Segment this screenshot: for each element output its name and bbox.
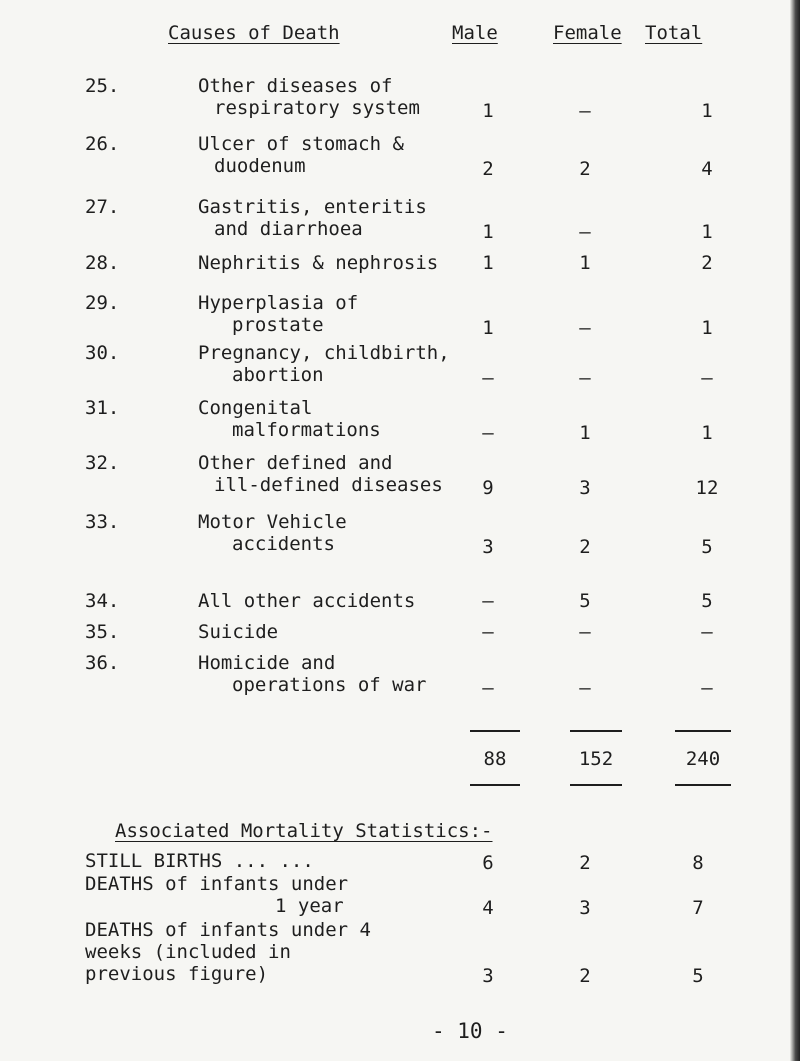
cause-label: Other diseases of [198, 75, 393, 97]
associated-female-count: 2 [579, 965, 591, 987]
total-count: 4 [701, 158, 713, 180]
cause-label-continued: and diarrhoea [214, 218, 363, 240]
cause-label: Gastritis, enteritis [198, 196, 427, 218]
cause-label-continued: respiratory system [214, 97, 420, 119]
row-number: 25. [85, 75, 120, 97]
header-causes: Causes of Death [168, 22, 340, 44]
male-count: – [482, 621, 494, 643]
female-count: 2 [579, 536, 591, 558]
associated-total-count: 5 [692, 965, 704, 987]
row-number: 34. [85, 590, 120, 612]
associated-label: STILL BIRTHS ... ... [85, 850, 314, 872]
cause-label: Pregnancy, childbirth, [198, 342, 450, 364]
female-count: 3 [579, 477, 591, 499]
female-count: – [579, 621, 591, 643]
total-count: 1 [701, 317, 713, 339]
totals-rule-top-total [675, 730, 731, 732]
female-count: – [579, 221, 591, 243]
row-number: 26. [85, 133, 120, 155]
total-count: – [701, 621, 713, 643]
female-count: – [579, 317, 591, 339]
cause-label-continued: duodenum [214, 155, 306, 177]
female-count: 1 [579, 252, 591, 274]
total-count: 1 [701, 422, 713, 444]
associated-total-count: 7 [692, 897, 704, 919]
male-count: 1 [482, 252, 494, 274]
page-number: - 10 - [432, 1019, 508, 1043]
associated-label: DEATHS of infants under [85, 873, 349, 895]
associated-male-count: 4 [482, 897, 494, 919]
row-number: 28. [85, 252, 120, 274]
associated-male-count: 6 [482, 852, 494, 874]
cause-label-continued: malformations [232, 419, 381, 441]
male-count: 1 [482, 221, 494, 243]
page-edge-shadow [790, 0, 800, 1061]
cause-label-continued: accidents [232, 533, 335, 555]
totals-rule-top-female [570, 730, 622, 732]
row-number: 33. [85, 511, 120, 533]
header-total: Total [645, 22, 703, 44]
male-count: – [482, 422, 494, 444]
male-count: 1 [482, 100, 494, 122]
associated-label: DEATHS of infants under 4 [85, 919, 371, 941]
total-count: 2 [701, 252, 713, 274]
associated-label: 1 year [275, 895, 344, 917]
row-number: 32. [85, 452, 120, 474]
female-count: 5 [579, 590, 591, 612]
total-count: – [701, 367, 713, 389]
cause-label: All other accidents [198, 590, 416, 612]
row-number: 30. [85, 342, 120, 364]
associated-female-count: 2 [579, 852, 591, 874]
male-count: 2 [482, 158, 494, 180]
header-female: Female [553, 22, 622, 44]
male-count: – [482, 590, 494, 612]
totals-rule-top-male [470, 730, 520, 732]
female-count: – [579, 367, 591, 389]
associated-title: Associated Mortality Statistics:- [115, 820, 493, 842]
cause-label-continued: operations of war [232, 674, 427, 696]
male-count: – [482, 367, 494, 389]
total-female: 152 [578, 748, 614, 770]
total-male: 88 [483, 748, 507, 770]
female-count: 2 [579, 158, 591, 180]
total-count: – [701, 677, 713, 699]
cause-label: Homicide and [198, 652, 336, 674]
cause-label-continued: abortion [232, 364, 324, 386]
total-count: 5 [701, 590, 713, 612]
totals-rule-bottom-female [570, 784, 622, 786]
associated-total-count: 8 [692, 852, 704, 874]
cause-label: Other defined and [198, 452, 393, 474]
total-count: 5 [701, 536, 713, 558]
cause-label: Ulcer of stomach & [198, 133, 404, 155]
totals-rule-bottom-male [470, 784, 520, 786]
associated-male-count: 3 [482, 965, 494, 987]
associated-label: weeks (included in [85, 941, 291, 963]
cause-label: Hyperplasia of [198, 292, 359, 314]
cause-label: Suicide [198, 621, 279, 643]
row-number: 29. [85, 292, 120, 314]
female-count: 1 [579, 422, 591, 444]
cause-label-continued: prostate [232, 314, 324, 336]
cause-label: Nephritis & nephrosis [198, 252, 439, 274]
associated-female-count: 3 [579, 897, 591, 919]
cause-label: Congenital [198, 397, 313, 419]
total-count: 1 [701, 221, 713, 243]
female-count: – [579, 100, 591, 122]
male-count: 1 [482, 317, 494, 339]
row-number: 36. [85, 652, 120, 674]
total-count: 1 [701, 100, 713, 122]
female-count: – [579, 677, 591, 699]
total-total: 240 [685, 748, 721, 770]
associated-label: previous figure) [85, 963, 269, 985]
totals-rule-bottom-total [675, 784, 731, 786]
row-number: 31. [85, 397, 120, 419]
total-count: 12 [695, 477, 719, 499]
male-count: – [482, 677, 494, 699]
header-male: Male [452, 22, 498, 44]
cause-label: Motor Vehicle [198, 511, 347, 533]
male-count: 3 [482, 536, 494, 558]
row-number: 27. [85, 196, 120, 218]
row-number: 35. [85, 621, 120, 643]
cause-label-continued: ill-defined diseases [214, 474, 443, 496]
male-count: 9 [482, 477, 494, 499]
